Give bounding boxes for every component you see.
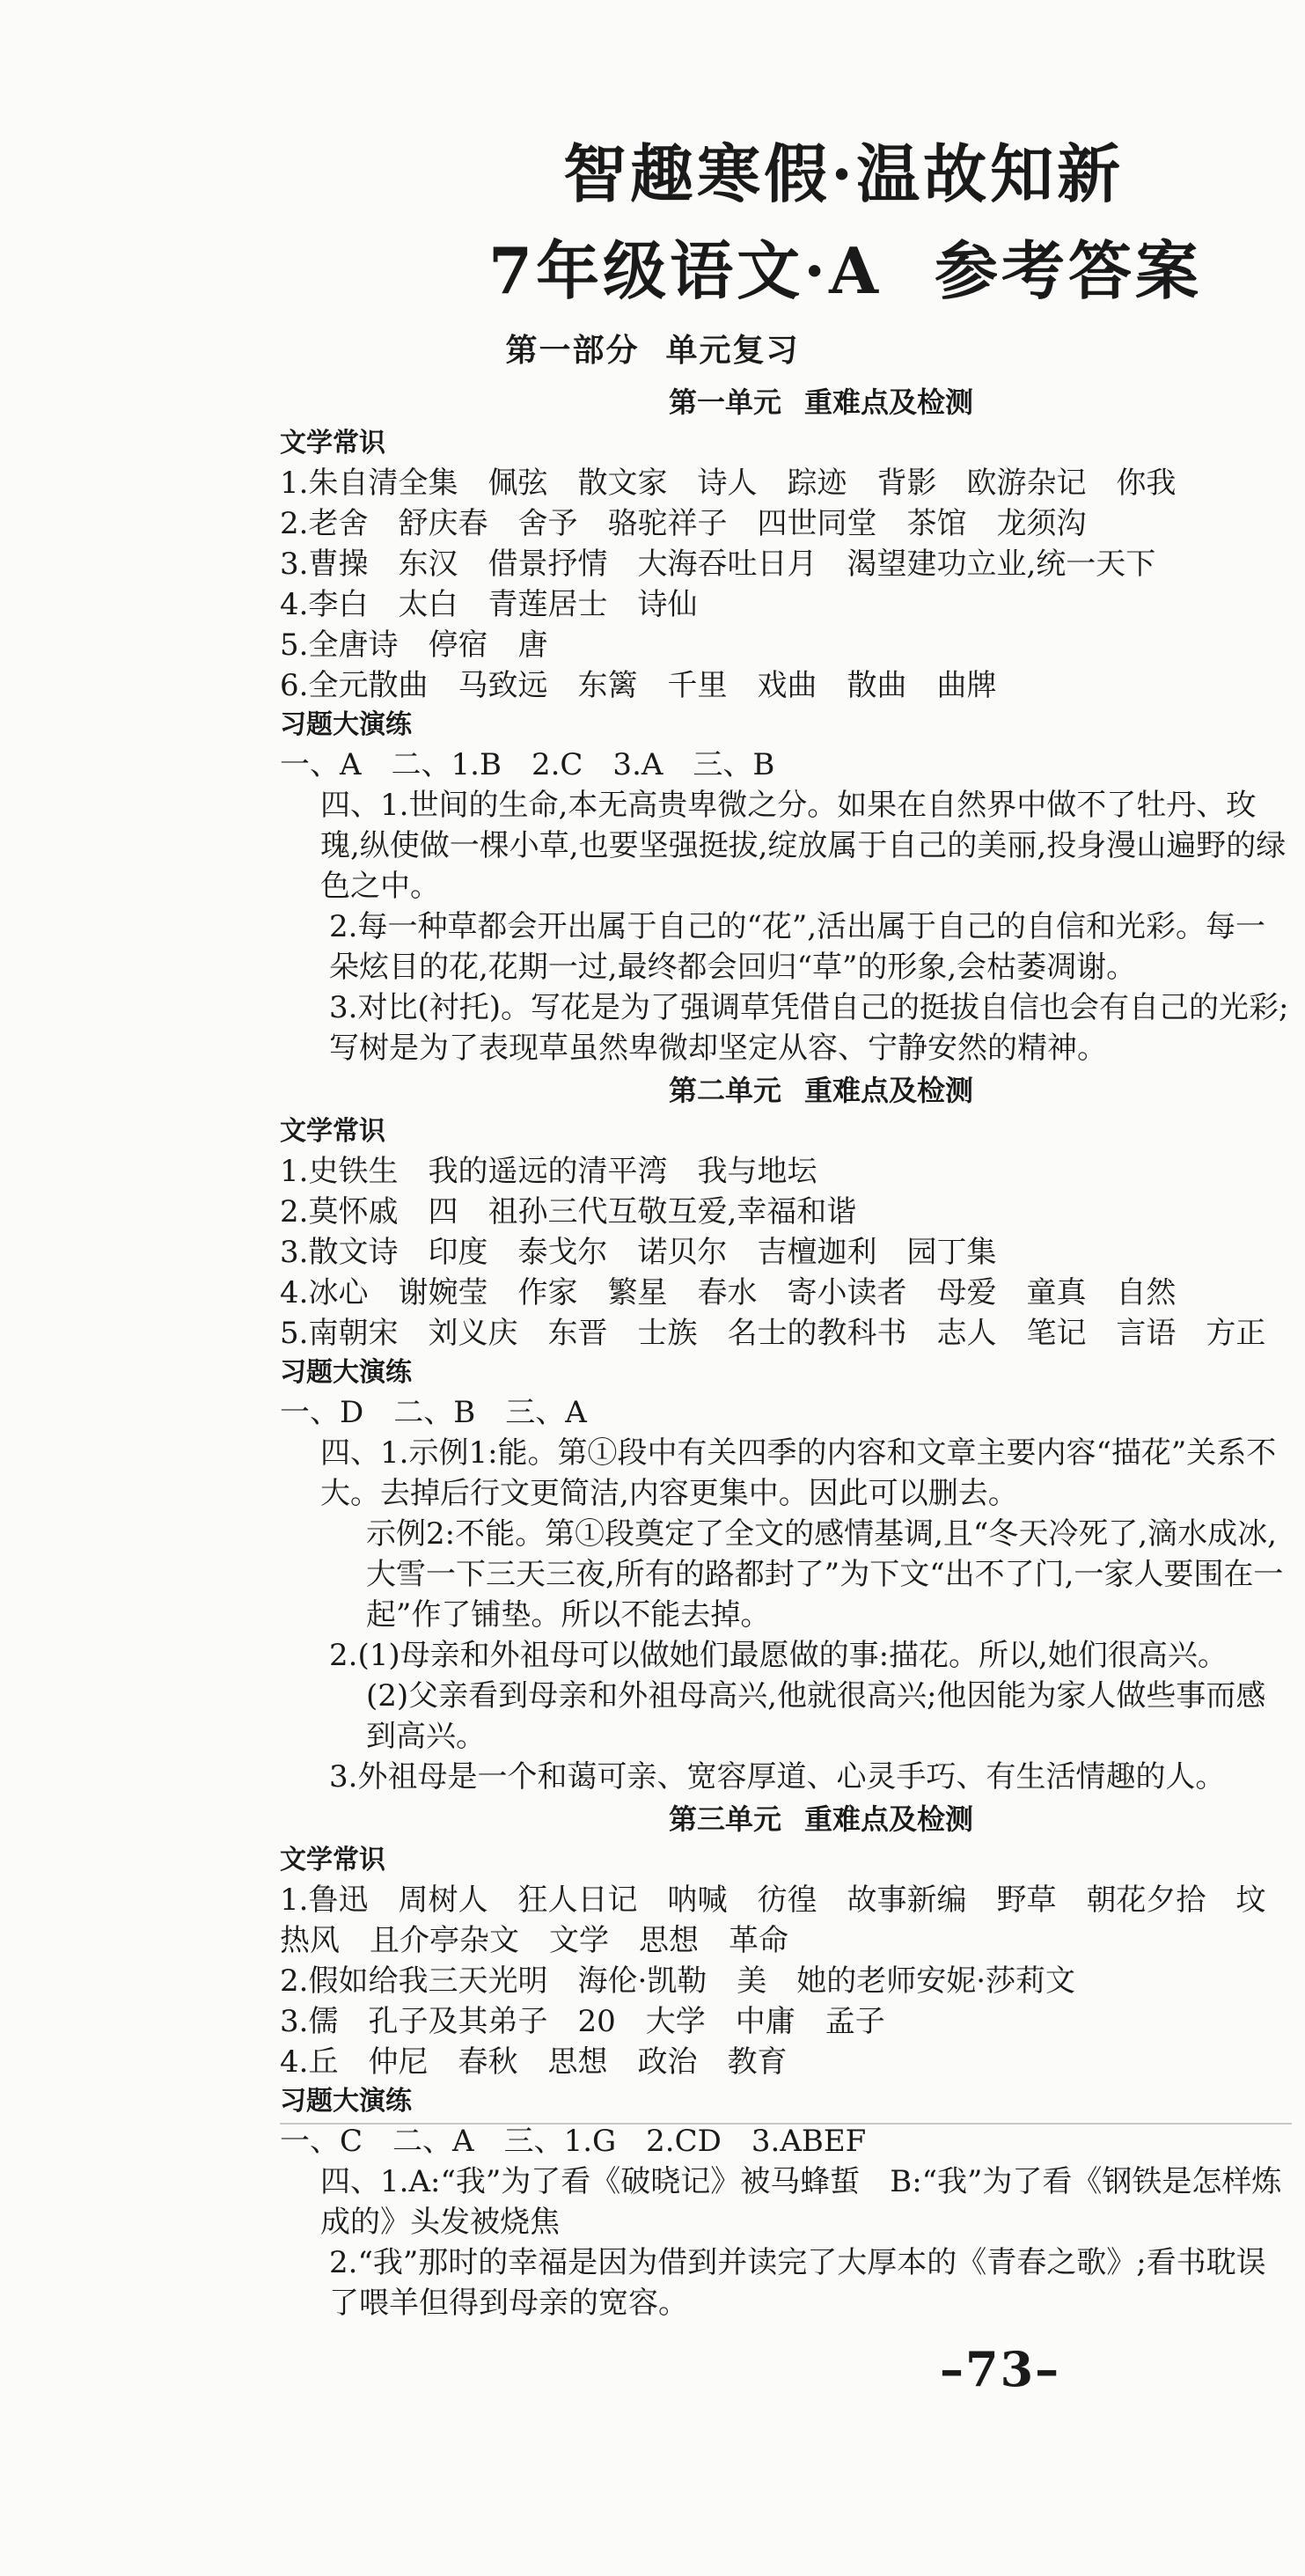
knowledge-item: 5.南朝宋 刘义庆 东晋 士族 名士的教科书 志人 笔记 言语 方正 (280, 1316, 1266, 1351)
section-label-literature: 文学常识 (280, 1116, 385, 1147)
unit-number: 第二单元 (668, 1074, 781, 1107)
answer-key-label: 参考答案 (935, 233, 1203, 308)
exercise-answer: 一、D 二、B 三、A (280, 1395, 587, 1430)
exercise-answer: 2.“我”那时的幸福是因为借到并读完了大厚本的《青春之歌》;看书耽误了喂羊但得到母亲的宽容。 (329, 2245, 1266, 2321)
exercise-answer: 2.每一种草都会开出属于自己的“花”,活出属于自己的自信和光彩。每一朵炫目的花,花期一过,最终都会回归“草”的形象,会枯萎凋谢。 (329, 909, 1266, 985)
knowledge-item: 1.朱自清全集 佩弦 散文家 诗人 踪迹 背影 欧游杂记 你我 (280, 466, 1177, 501)
knowledge-item: 1.史铁生 我的遥远的清平湾 我与地坛 (280, 1154, 817, 1189)
knowledge-item: 5.全唐诗 停宿 唐 (280, 627, 548, 663)
part-heading (0, 326, 1305, 371)
knowledge-item: 2.莫怀戚 四 祖孙三代互敬互爱,幸福和谐 (280, 1194, 857, 1229)
section-label-literature: 文学常识 (280, 1845, 385, 1875)
section-label-exercises: 习题大演练 (280, 2086, 412, 2117)
part-number: 第一部分 (505, 333, 640, 369)
knowledge-item: 6.全元散曲 马致远 东篱 千里 戏曲 散曲 曲牌 (280, 668, 997, 703)
knowledge-item: 3.曹操 东汉 借景抒情 大海吞吐日月 渴望建功立业,统一天下 (280, 547, 1156, 582)
knowledge-item: 2.老舍 舒庆春 舍予 骆驼祥子 四世同堂 茶馆 龙须沟 (280, 506, 1087, 541)
exercise-answer: 四、1.示例1:能。第①段中有关四季的内容和文章主要内容“描花”关系不大。去掉后行文更简洁,内容更集中。因此可以删去。 (320, 1435, 1277, 1511)
knowledge-item: 4.冰心 谢婉莹 作家 繁星 春水 寄小读者 母爱 童真 自然 (280, 1275, 1177, 1310)
knowledge-item: 4.丘 仲尼 春秋 思想 政治 教育 (280, 2044, 788, 2080)
knowledge-item: 3.散文诗 印度 泰戈尔 诺贝尔 吉檀迦利 园丁集 (280, 1235, 997, 1270)
section-label-exercises: 习题大演练 (280, 709, 412, 740)
page-title-line2 (488, 220, 1263, 312)
page-number: –73– (940, 2341, 1061, 2397)
grade-subject: 7年级语文·A (488, 233, 883, 308)
exercise-answer: 一、C 二、A 三、1.G 2.CD 3.ABEF (280, 2124, 867, 2159)
unit-subtitle: 重难点及检测 (804, 1802, 974, 1836)
exercise-answer: 2.(1)母亲和外祖母可以做她们最愿做的事:描花。所以,她们很高兴。 (329, 1638, 1228, 1673)
knowledge-item: 1.鲁迅 周树人 狂人日记 呐喊 彷徨 故事新编 野草 朝花夕拾 坟 热风 且介亭杂文 文学 思想 革命 (280, 1882, 1296, 1958)
part-name: 单元复习 (665, 333, 800, 369)
unit-number: 第一单元 (668, 385, 781, 419)
section-label-literature: 文学常识 (280, 428, 385, 459)
section-label-exercises: 习题大演练 (280, 1357, 412, 1388)
answer-content (280, 380, 1296, 2323)
exercise-answer: 示例2:不能。第①段奠定了全文的感情基调,且“冬天冷死了,滴水成冰,大雪一下三天三夜,所有的路都封了”为下文“出不了门,一家人要围在一起”作了铺垫。所以不能去掉。 (366, 1516, 1284, 1633)
knowledge-item: 3.儒 孔子及其弟子 20 大学 中庸 孟子 (280, 2004, 885, 2039)
knowledge-item: 2.假如给我三天光明 海伦·凯勒 美 她的老师安妮·莎莉文 (280, 1963, 1076, 1999)
unit-heading (280, 380, 1292, 424)
exercise-answer: 四、1.世间的生命,本无高贵卑微之分。如果在自然界中做不了牡丹、玫瑰,纵使做一棵小草,也要坚强挺拔,绽放属于自己的美丽,投身漫山遍野的绿色之中。 (320, 788, 1287, 904)
unit-subtitle: 重难点及检测 (804, 1074, 974, 1107)
unit-subtitle: 重难点及检测 (804, 385, 974, 419)
unit-heading (280, 1797, 1292, 1841)
exercise-answer: 一、A 二、1.B 2.C 3.A 三、B (280, 747, 775, 782)
exercise-answer: 3.外祖母是一个和蔼可亲、宽容厚道、心灵手巧、有生活情趣的人。 (329, 1759, 1226, 1794)
knowledge-item: 4.李白 太白 青莲居士 诗仙 (280, 587, 698, 622)
unit-number: 第三单元 (668, 1802, 781, 1836)
exercise-answer: 3.对比(衬托)。写花是为了强调草凭借自己的挺拔自信也会有自己的光彩;写树是为了表现草虽然卑微却坚定从容、宁静安然的精神。 (329, 990, 1289, 1066)
exercise-answer: (2)父亲看到母亲和外祖母高兴,他就很高兴;他因能为家人做些事而感到高兴。 (366, 1678, 1266, 1754)
scan-divider-line (280, 2123, 1292, 2125)
exercise-answer: 四、1.A:“我”为了看《破晓记》被马蜂蜇 B:“我”为了看《钢铁是怎样炼成的》头发被烧焦 (320, 2164, 1282, 2240)
page-title-line1: 智趣寒假·温故知新 (563, 136, 1125, 211)
unit-heading (280, 1068, 1292, 1112)
